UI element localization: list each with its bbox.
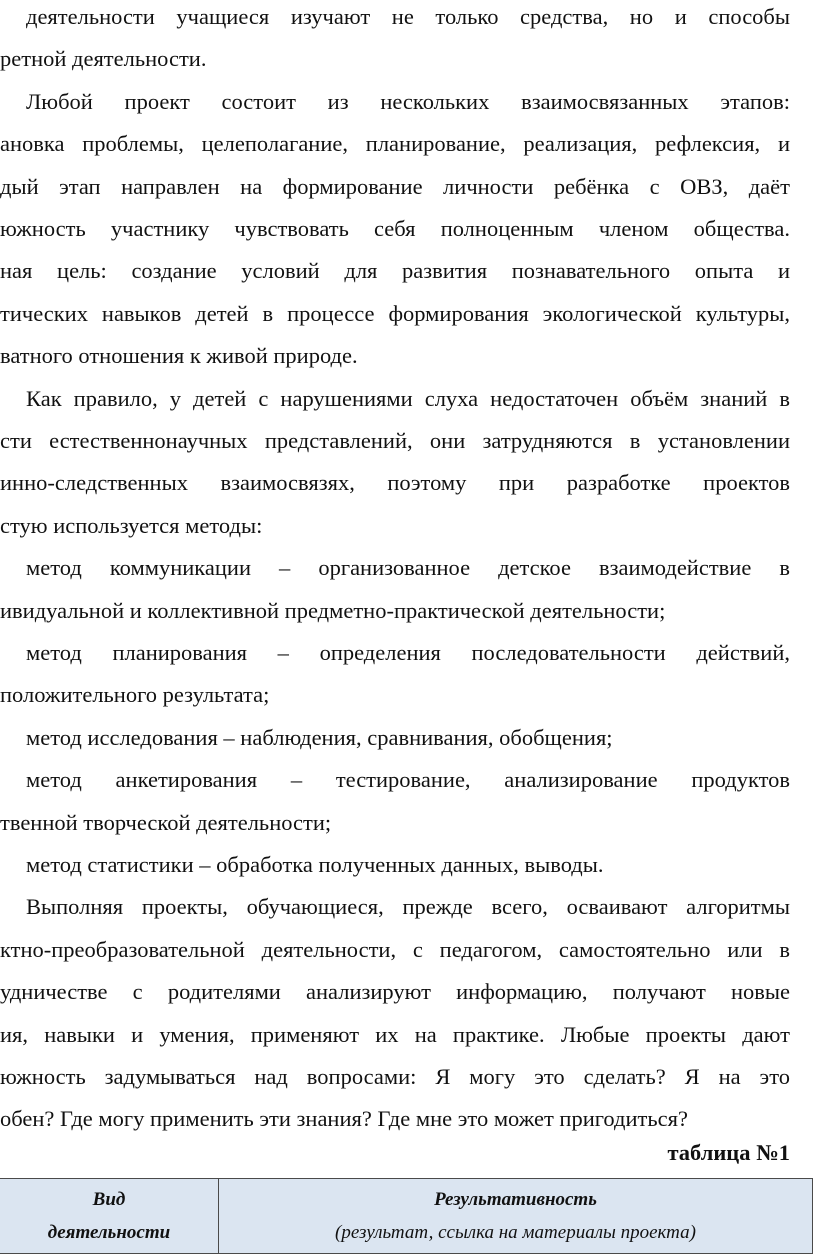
text-line: Любой проект состоит из нескольких взаимосвязанных этапов:	[26, 88, 790, 114]
text-line: Выполняя проекты, обучающиеся, прежде всего, осваивают алгоритмы	[26, 894, 790, 920]
text-line: стую используется методы:	[0, 512, 263, 538]
text-line: ивидуальной и коллективной предметно-практической деятельности;	[0, 597, 666, 623]
results-table-wrapper	[0, 1178, 816, 1256]
header-results-line2: (результат, ссылка на материалы проекта)	[335, 1222, 696, 1243]
text-line: метод исследования – наблюдения, сравнивания, обобщения;	[26, 724, 613, 750]
text-line: метод анкетирования – тестирование, анализирование продуктов	[26, 767, 790, 793]
text-line: южность участнику чувствовать себя полноценным членом общества.	[0, 216, 790, 241]
header-activity-line2: деятельности	[47, 1222, 171, 1243]
table-header-row	[0, 1179, 813, 1254]
text-line: сти естественнонаучных представлений, они затрудняются в установлении	[0, 428, 790, 453]
text-line: деятельности учащиеся изучают не только средства, но и способы	[26, 4, 790, 29]
text-line: метод планирования – определения последовательности действий,	[26, 640, 790, 665]
text-line: твенной творческой деятельности;	[0, 809, 332, 835]
text-line: ная цель: создание условий для развития познавательного опыта и	[0, 258, 790, 284]
table-header-results	[219, 1179, 813, 1254]
table-header-activity	[0, 1179, 219, 1254]
text-line: положительного результата;	[0, 682, 270, 708]
text-line: южность задумываться над вопросами: Я могу это сделать? Я на это	[0, 1064, 790, 1089]
table-caption: таблица №1	[667, 1140, 790, 1165]
text-line: метод статистики – обработка полученных данных, выводы.	[26, 852, 604, 877]
text-line: Как правило, у детей с нарушениями слуха недостаточен объём знаний в	[26, 385, 790, 411]
text-line: ановка проблемы, целеполагание, планирование, реализация, рефлексия, и	[0, 131, 790, 157]
text-line: тических навыков детей в процессе формирования экологической культуры,	[0, 300, 790, 326]
text-line: удничестве с родителями анализируют информацию, получают новые	[0, 979, 790, 1005]
text-line: ктно-преобразовательной деятельности, с педагогом, самостоятельно или в	[0, 936, 790, 962]
text-line: ретной деятельности.	[0, 46, 207, 72]
text-line: ия, навыки и умения, применяют их на практике. Любые проекты дают	[0, 1021, 790, 1047]
text-line: инно-следственных взаимосвязях, поэтому при разработке проектов	[0, 470, 790, 496]
text-line: обен? Где могу применить эти знания? Где мне это может пригодиться?	[0, 1106, 688, 1132]
header-results-line1: Результативность	[434, 1189, 597, 1210]
text-line: ватного отношения к живой природе.	[0, 343, 358, 369]
results-table	[0, 1178, 813, 1254]
text-line: дый этап направлен на формирование личности ребёнка с ОВЗ, даёт	[0, 173, 790, 199]
header-activity-line1: Вид	[92, 1189, 126, 1210]
text-line: метод коммуникации – организованное детское взаимодействие в	[26, 555, 790, 581]
